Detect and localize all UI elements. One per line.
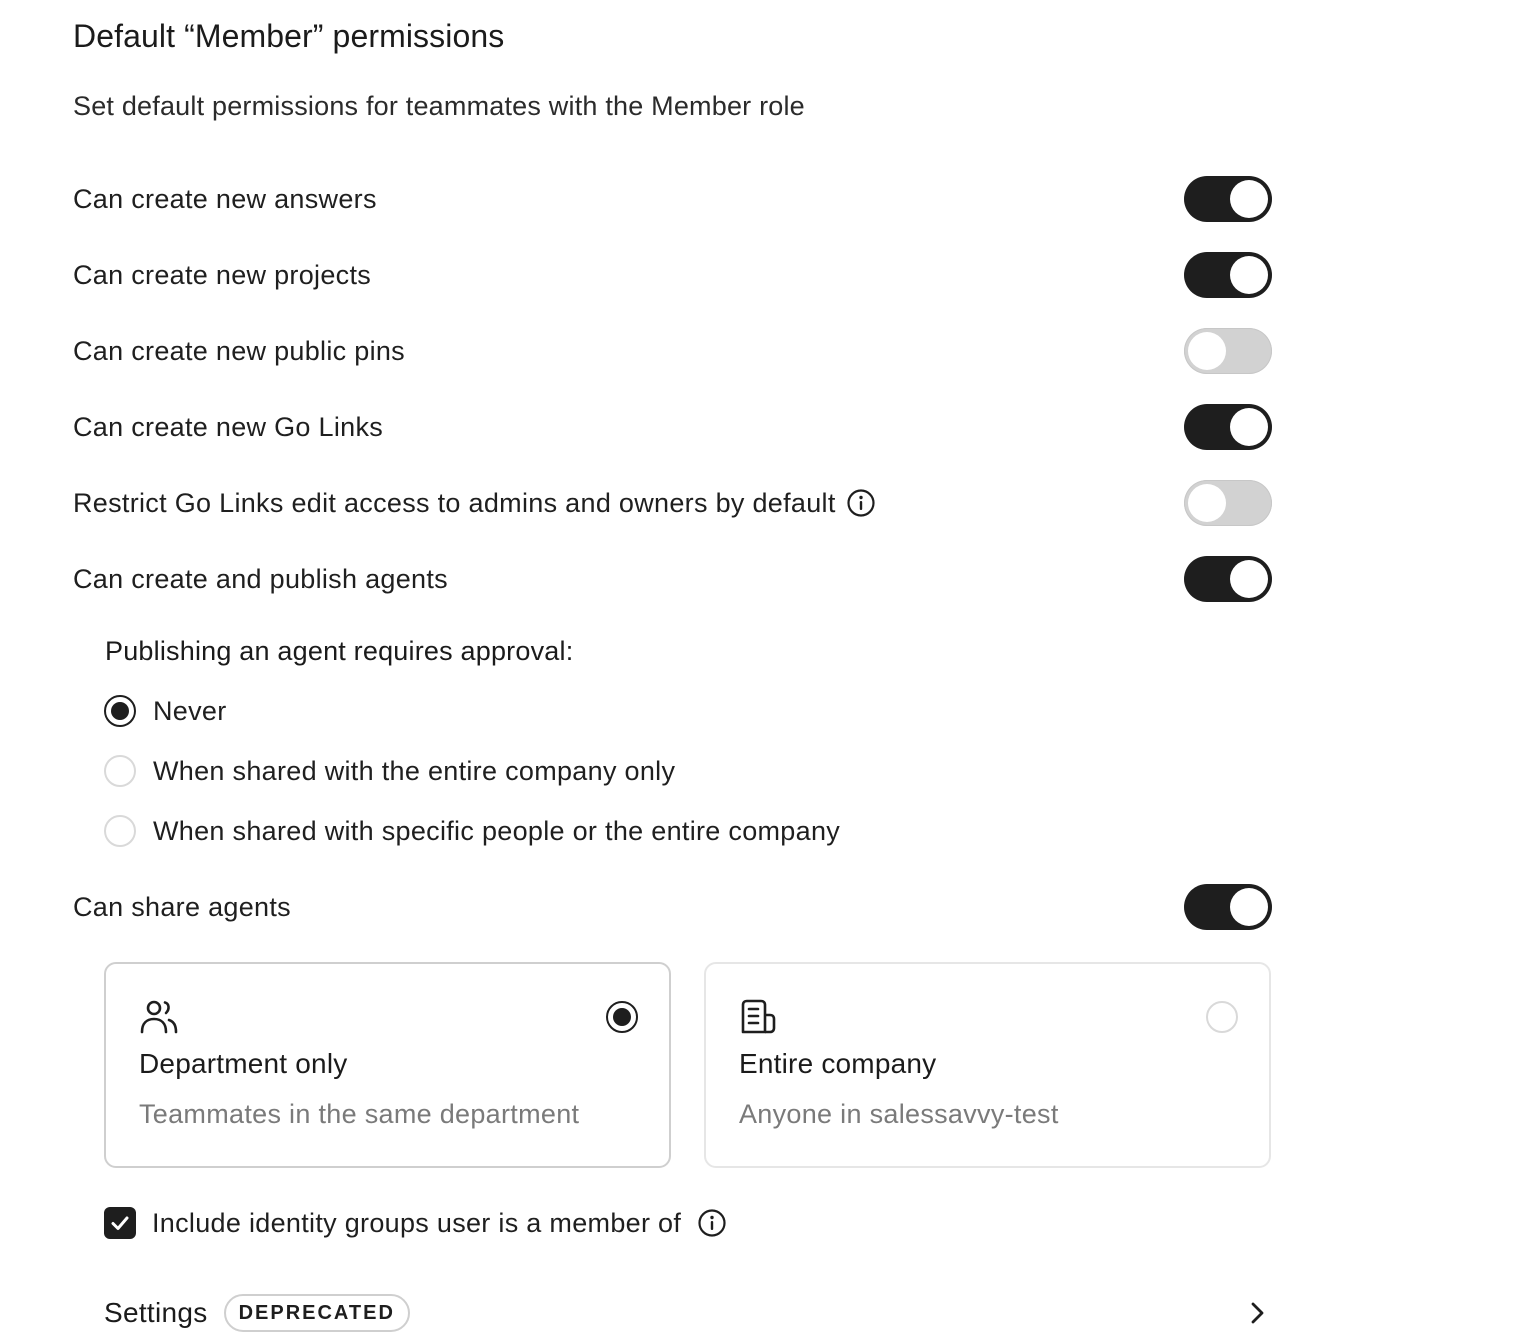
- permission-label-text: Can share agents: [73, 891, 291, 922]
- page-title: Default “Member” permissions: [73, 18, 505, 54]
- toggle-knob: [1230, 888, 1268, 926]
- checkmark-icon: [109, 1212, 131, 1234]
- permission-label-go-links: [73, 407, 383, 447]
- toggle-create-public-pins[interactable]: [1184, 328, 1272, 374]
- card-description: Anyone in salessavvy-test: [739, 1099, 1059, 1129]
- info-icon[interactable]: [697, 1208, 727, 1238]
- include-identity-groups[interactable]: [104, 1205, 727, 1241]
- card-title: Entire company: [739, 1048, 937, 1079]
- settings-label: Settings: [104, 1297, 208, 1328]
- toggle-publish-agents[interactable]: [1184, 556, 1272, 602]
- approval-option-never[interactable]: [104, 693, 227, 729]
- permission-label-text: Can create and publish agents: [73, 563, 448, 594]
- toggle-create-projects[interactable]: [1184, 252, 1272, 298]
- settings-row[interactable]: [104, 1292, 410, 1334]
- info-icon[interactable]: [846, 488, 876, 518]
- radio-button[interactable]: [1206, 1001, 1238, 1033]
- deprecated-badge: DEPRECATED: [224, 1294, 410, 1332]
- toggle-restrict-go-links[interactable]: [1184, 480, 1272, 526]
- permission-label-share-agents: [73, 887, 291, 927]
- users-icon: [139, 997, 179, 1037]
- toggle-knob: [1230, 180, 1268, 218]
- radio-label: When shared with specific people or the entire company: [153, 815, 841, 846]
- checkbox[interactable]: [104, 1207, 136, 1239]
- toggle-knob: [1230, 560, 1268, 598]
- card-description: Teammates in the same department: [139, 1099, 580, 1129]
- toggle-share-agents[interactable]: [1184, 884, 1272, 930]
- permission-label-text: Can create new projects: [73, 259, 372, 290]
- permission-label-text: Restrict Go Links edit access to admins and owners by default: [73, 487, 836, 518]
- card-title: Department only: [139, 1048, 348, 1079]
- toggle-knob: [1230, 408, 1268, 446]
- permission-label-text: Can create new Go Links: [73, 411, 384, 442]
- building-icon: [739, 997, 779, 1037]
- toggle-create-answers[interactable]: [1184, 176, 1272, 222]
- approval-heading: Publishing an agent requires approval:: [105, 636, 574, 666]
- permission-label-projects: [73, 255, 371, 295]
- approval-option-specific-people[interactable]: [104, 813, 840, 849]
- permission-label-answers: [73, 179, 377, 219]
- checkbox-label: Include identity groups user is a member of: [152, 1207, 682, 1238]
- radio-button[interactable]: [104, 755, 136, 787]
- share-option-department[interactable]: [104, 962, 671, 1168]
- permission-label-text: Can create new public pins: [73, 335, 405, 366]
- toggle-knob: [1188, 332, 1226, 370]
- radio-button[interactable]: [606, 1001, 638, 1033]
- radio-button[interactable]: [104, 815, 136, 847]
- radio-label: When shared with the entire company only: [153, 755, 676, 786]
- toggle-knob: [1188, 484, 1226, 522]
- permission-label-publish-agents: [73, 559, 448, 599]
- share-option-entire-company[interactable]: [704, 962, 1271, 1168]
- permission-label-text: Can create new answers: [73, 183, 377, 214]
- permission-label-public-pins: [73, 331, 405, 371]
- chevron-right-icon[interactable]: [1244, 1298, 1272, 1328]
- permission-label-restrict-go-links: [73, 483, 876, 523]
- toggle-create-go-links[interactable]: [1184, 404, 1272, 450]
- approval-option-entire-company[interactable]: [104, 753, 675, 789]
- radio-button[interactable]: [104, 695, 136, 727]
- toggle-knob: [1230, 256, 1268, 294]
- page-subtitle: Set default permissions for teammates with the Member role: [73, 91, 805, 121]
- radio-label: Never: [153, 695, 227, 726]
